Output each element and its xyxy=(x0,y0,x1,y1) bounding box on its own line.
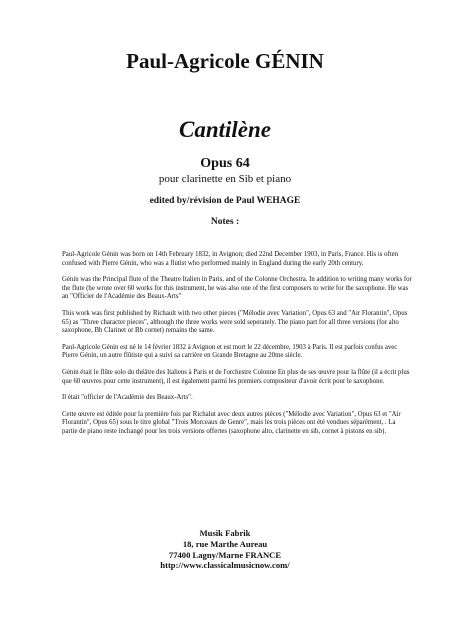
piece-title: Cantilène xyxy=(178,117,271,142)
instrumentation: pour clarinette en Sib et piano xyxy=(158,173,292,185)
notes-heading: Notes : xyxy=(210,217,240,227)
note-paragraph: Il était "officier de l'Académie des Beaux-Arts". xyxy=(62,394,193,402)
note-paragraph: Génin was the Principal flute of the Theatre Italien in Paris, and of the Colonne Orchestra. In addition to writing many works for the flute (he wrote over 60 works for this instrument, he was also one of the first composers to write for the saxophone. He was an "Officier de l'Académie des Beaux-Arts" xyxy=(62,276,412,301)
publisher-street: 18, rue Marthe Aureau xyxy=(182,538,268,549)
editor-credit: edited by/révision de Paul WEHAGE xyxy=(149,196,301,206)
publisher-name: Musik Fabrik xyxy=(199,528,251,538)
note-paragraph: Cette œuvre est éditée pour la première fois par Richalut avec deux autres pièces ("Mélodie avec Variation", Opus 63 et "Air Florantin", Opus 65) sous le titre global "Trois Morceaux de Genre", mais les trois pièces ont été vendues séparément, . La partie de piano reste inchangé pour les trois versions offertes (saxophone alto, clarinette en sib, cornet à pistons en sib). xyxy=(62,410,401,435)
note-paragraph: This work was first published by Richault with two other pieces ("Mélodie avec Variation", Opus 63 and "Air Florantin", Opus 65) as "Three character pieces", although the three works were sold seperately. The piano part for all three versions (for alto saxophone, Bb Clarinet or Bb cornet) remains the same. xyxy=(62,309,408,335)
publisher-city: 77400 Lagny/Marne FRANCE xyxy=(168,549,282,560)
opus-number: Opus 64 xyxy=(200,156,250,171)
publisher-block xyxy=(0,528,450,571)
note-paragraph: Génin était le flûte solo du théâtre des Italiens à Paris et de l'orchestre Colonne En plus de ses œuvre pour la flûte (il a écrit plus que 60 œuvres pour cette instrument), il est également parmi les premiers compositeur d'avoir écrit pour le saxophone. xyxy=(62,368,410,385)
note-paragraph: Paul-Agricole Génin was born on 14th February 1832, in Avignon; died 22nd December 1903, in Paris, France. His is often confused with Pierre Génin, who was a flutist who performed mainly in England during the early 20th century. xyxy=(62,251,399,267)
composer-name: Paul-Agricole GÉNIN xyxy=(126,49,324,73)
note-paragraph: Paul-Agricole Génin est né le 14 février 1832 à Avignon et est mort le 22 décembre, 1903 à Paris. Il est parfois confus avec Pierre Génin, un autre flûtiste qui a suivi sa carrière en Grande Bretagne au 20me siècle. xyxy=(62,343,398,360)
program-notes xyxy=(62,251,412,445)
publisher-url[interactable]: http://www.classicalmusicnow.com/ xyxy=(160,560,290,571)
